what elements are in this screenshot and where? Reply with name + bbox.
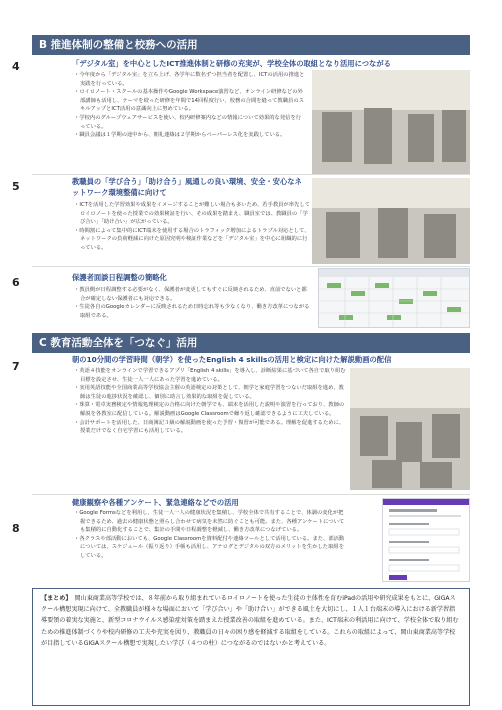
item-7-bullet: ・ 実用英語技能や全国商業高等学校協会主催の英語検定の対策として、朝学と家庭学習をつないだ取組を進め、教師は生徒の進捗状況を確認し、個別に助言し効果的な取組を促している。 [74, 384, 346, 401]
item-8-bullet: ・ Google Formsなどを利用し、生徒一人一人の健康状況を集積し、学校全体で共有することで、体調の変化が把握できるため、過去の健康状態と照らし合わせて病気を未然に防ぐことも可能。また、各種アンケートについても集積的に自動化することで、集計の手間や日程調整を軽減し、働き方改革につなげている。 [74, 509, 346, 535]
form-screenshot [382, 498, 470, 582]
item-7-number: 7 [12, 360, 20, 373]
item-8-number: 8 [12, 522, 20, 535]
item-6-title: 保護者面談日程調整の簡略化 [72, 273, 167, 282]
item-4-bullet: ・ 学校内のグループウェアサービスを使い、校内研修案内などの情報について効果的な発信を行っている。 [74, 114, 306, 131]
summary-text: 岡山東商業高等学校では、８年前から取り組まれているロイロノートを使った生徒の主体性を育むiPadの活用や研究成果をもとに、GIGAスクール構想実現に向けて、全教職員が様々な場面において「学び合い」や「助け合い」ができる風土を大切にし、１人１台端末の導入における新学習指導要領の着実な実施と、新型コロナウイルス感染症対策を踏まえた授業改善の取組を進めている。また、ICT端末の利活用に向けて、学校全体で取り組むための推進体制づくりや校内研修の工夫や充実を図り、教職員の日々の困り感を軽減する取組をしている。これらの取組によって、岡山東商業高等学校が目指しているGIGAスクール構想で実現したい学び（４つの柱）につながるのではないかと考えている。 [41, 595, 459, 647]
item-4-bullet: ・ ロイロノート・スクールの基本操作やGoogle Workspace演習など、オンライン研修などの外部講師も活用し、テーマを絞った研修を年間で14回程度行い、校務の合間を縫って教職員のスキルアップとICT活用の意識向上に努めている。 [74, 88, 306, 114]
calendar-grid-icon [319, 269, 470, 328]
staff-training-photo [312, 70, 470, 174]
classroom-photo [350, 368, 470, 490]
divider [32, 266, 470, 267]
item-4-bullet: ・ 職員会議は１学期の途中から、朝礼連絡は２学期からペーパーレス化を実践している。 [74, 131, 306, 140]
item-5-bullet: ・ 時間割によって集中的にICT端末を使用する場合のトラフィック増加によるトラブル対応として、ネットワークの負荷軽減に向けた原因究明や検証作業などを「デジタル室」を中心に組織的に行っている。 [74, 227, 310, 253]
item-4-bullets [74, 71, 306, 140]
form-page-icon [383, 499, 470, 582]
item-7-bullet: ・ 英語４技能をオンラインで学習できるアプリ「English 4 skills」を導入し、診断結果に基づいて各自で取り組む目標を設定させ、生徒一人一人にあった学習を進めている。 [74, 367, 346, 384]
divider [32, 174, 470, 175]
item-8-bullet: ・ 各クラスや部活動においても、Google Classroomを資料配付や連絡ツールとして活用している。また、部活動については、スケジュール（振り返り）手帳も活用し、アナログとデジタルの双方のメリットを生かした取組をしている。 [74, 535, 346, 561]
item-7-title: 朝の10分間の学習時間（朝学）を使ったEnglish 4 skillsの活用と検定に向けた解説動画の配信 [72, 355, 392, 364]
item-4-number: 4 [12, 60, 20, 73]
item-6-bullet: ・ 教員側が日程調整する必要がなく、保護者が変更してもすぐに反映されるため、直前でないと都合が確定しない保護者にも対応できる。 [74, 286, 310, 303]
item-5-bullets [74, 201, 310, 253]
item-6-number: 6 [12, 276, 20, 289]
item-6-bullets [74, 286, 310, 320]
staff-room-photo [312, 178, 470, 264]
item-7-bullets [74, 367, 346, 436]
item-7-bullet: ・ 珠算・電卓実務検定や情報処理検定の合格に向けた朝学でも、端末を活用した説明や演習を行っており、教師の解説を各教室に配信している。解説動画はGoogle Classroomで繰り返し確認できるように工夫している。 [74, 401, 346, 418]
item-8-title: 健康観察や各種アンケート、緊急連絡などでの活用 [72, 498, 239, 507]
calendar-screenshot [318, 268, 470, 328]
item-6-bullet: ・ 生徒各自のGoogleカレンダーに反映されるため日時忘れ等も少なくなり、働き方改革につながる取組である。 [74, 303, 310, 320]
item-7-bullet: ・ 会計サポートを活用した、日商簿記３級の解説動画を使った予習・復習が可能である。理解を促進するために、授業だけでなく自宅学習にも活用している。 [74, 419, 346, 436]
item-4-title: 「デジタル室」を中心としたICT推進体制と研修の充実が、学校全体の取組となり活用につながる [72, 59, 391, 68]
section-b-header: B 推進体制の整備と校務への活用 [32, 35, 470, 55]
item-5-bullet: ・ ICTを活用した学習効果や成果をイメージすることが難しい場合も多いため、若手教員が率先してロイロノートを使った授業での効果検証を行い、その成果を踏まえ、職員室では、教職員の「学び合い」「助け合い」が広がっている。 [74, 201, 310, 227]
summary-box [32, 588, 470, 706]
item-8-bullets [74, 509, 346, 561]
item-5-title: 教職員の「学び合う」「助け合う」風通しの良い環境、安全・安心なネットワーク環境整備に向けて [72, 177, 302, 197]
section-c-header: C 教育活動全体を「つなぐ」活用 [32, 333, 470, 353]
divider [32, 494, 470, 495]
item-4-bullet: ・ 今年度から「デジタル室」を立ち上げ、各学年に数名ずつ担当者を配置し、ICTの活用の推進と実践を行っている。 [74, 71, 306, 88]
summary-lead: 【まとめ】 [41, 595, 69, 602]
item-5-number: 5 [12, 180, 20, 193]
